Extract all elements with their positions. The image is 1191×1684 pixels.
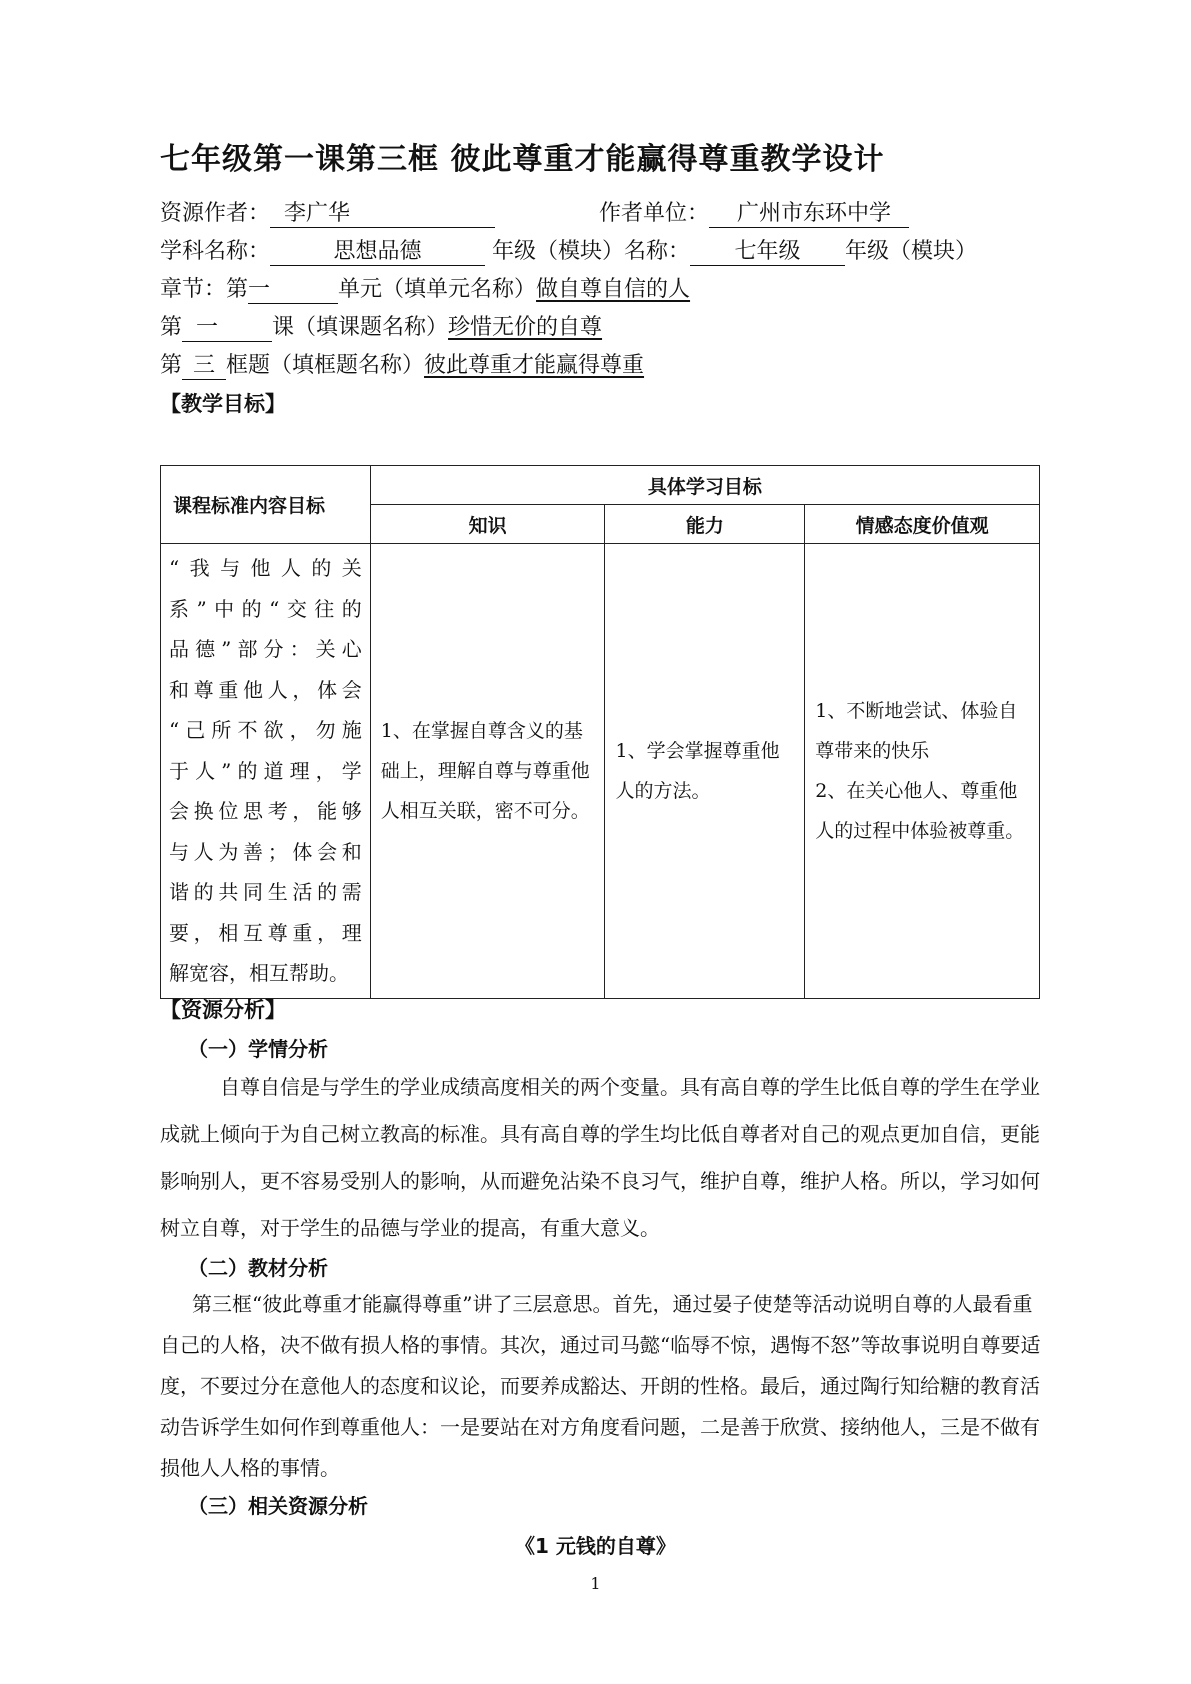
standard-line: “己所不欲，勿施 [169,718,362,742]
author-label: 资源作者： [160,201,271,226]
standard-line: 系”中的“交往的 [169,596,362,621]
unit-value [709,196,909,228]
col-standard-header: 课程标准内容目标 [161,466,371,544]
standard-line: 会换位思考，能够 [169,799,362,823]
chapter-prefix: 章节：第 [160,277,249,302]
author-value [270,196,495,228]
lesson-num-text: 一 [196,315,219,340]
chapter-mid: 单元（填单元名称） [338,277,537,302]
chapter-num [248,272,338,304]
author-line [160,196,909,228]
page-number: 1 [590,1574,601,1593]
emotion-cell [805,544,1040,999]
document-title: 七年级第一课第三框 彼此尊重才能赢得尊重教学设计 [160,142,885,177]
lesson-mid: 课（填课题名称） [272,315,449,340]
story-title: 《1 元钱的自尊》 [515,1534,676,1558]
lesson-name: 珍惜无价的自尊 [448,315,603,340]
goals-table [160,465,1040,999]
table-header-row-1 [161,466,1040,505]
col-specific-header: 具体学习目标 [370,466,1039,505]
subheading-1: （一）学情分析 [188,1037,328,1061]
subject-value: 思想品德 [270,234,485,266]
ability-text: 1、学会掌握尊重他人的方法。 [615,739,780,802]
lesson-prefix: 第 [160,315,183,340]
paragraph-2: 第三框“彼此尊重才能赢得尊重”讲了三层意思。首先，通过晏子使楚等活动说明自尊的人最看重自己的人格，决不做有损人格的事情。其次，通过司马懿“临辱不惊，遇悔不怒”等故事说明自尊要适度，不要过分在意他人的态度和议论，而要养成豁达、开朗的性格。最后，通过陶行知给糖的教育活动告诉学生如何作到尊重他人：一是要站在对方角度看问题，二是善于欣赏、接纳他人，三是不做有损他人人格的事情。 [160,1292,1041,1480]
author-name: 李广华 [284,201,351,226]
chapter-name: 做自尊自信的人 [536,277,691,302]
frame-num: 三 [182,348,226,380]
chapter-line [160,272,690,304]
paragraph-1: 自尊自信是与学生的学业成绩高度相关的两个变量。具有高自尊的学生比低自尊的学生在学业成就上倾向于为自己树立教高的标准。具有高自尊的学生均比低自尊者对自己的观点更加自信，更能影响别人，更不容易受别人的影响，从而避免沾染不良习气，维护自尊，维护人格。所以，学习如何树立自尊，对于学生的品德与学业的提高，有重大意义。 [160,1075,1040,1240]
grade-suffix: 年级（模块） [845,239,978,264]
frame-name: 彼此尊重才能赢得尊重 [424,353,645,378]
standard-line: “我与他人的关 [169,556,362,580]
grade-label: 年级（模块）名称： [492,239,691,264]
standard-line: 和尊重他人，体会 [169,677,362,702]
emotion-text-1: 1、不断地尝试、体验自尊带来的快乐 [815,699,1018,762]
chapter-num-text: 一 [248,277,271,302]
subheading-2: （二）教材分析 [188,1256,328,1280]
subject-line [160,234,977,266]
col-knowledge-header: 知识 [370,505,605,544]
emotion-text-2: 2、在关心他人、尊重他人的过程中体验被尊重。 [815,779,1025,842]
resource-heading: 【资源分析】 [160,998,286,1022]
standard-line: 于人”的道理，学 [169,758,362,783]
standard-line: 品德”部分：关心 [169,637,362,661]
standard-line: 解宽容，相互帮助。 [169,961,349,985]
goals-heading: 【教学目标】 [160,392,286,416]
standard-line: 要，相互尊重，理 [169,920,362,945]
col-ability-header: 能力 [605,505,805,544]
col-emotion-header: 情感态度价值观 [805,505,1040,544]
frame-prefix: 第 [160,353,183,378]
subheading-3: （三）相关资源分析 [188,1494,368,1518]
grade-value: 七年级 [690,234,845,266]
frame-mid: 框题（填框题名称） [226,353,425,378]
frame-line [160,348,644,380]
unit-name: 广州市东环中学 [737,201,892,226]
knowledge-cell [370,544,605,999]
unit-label: 作者单位： [599,201,710,226]
standard-line: 与人为善；体会和 [169,839,362,864]
table-row [161,544,1040,999]
knowledge-text: 1、在掌握自尊含义的基础上，理解自尊与尊重他人相互关联，密不可分。 [380,719,590,822]
lesson-line [160,310,602,342]
subject-label: 学科名称： [160,239,271,264]
standard-cell [161,544,371,999]
lesson-num [182,310,272,342]
ability-cell [605,544,805,999]
standard-line: 谐的共同生活的需 [169,880,362,904]
